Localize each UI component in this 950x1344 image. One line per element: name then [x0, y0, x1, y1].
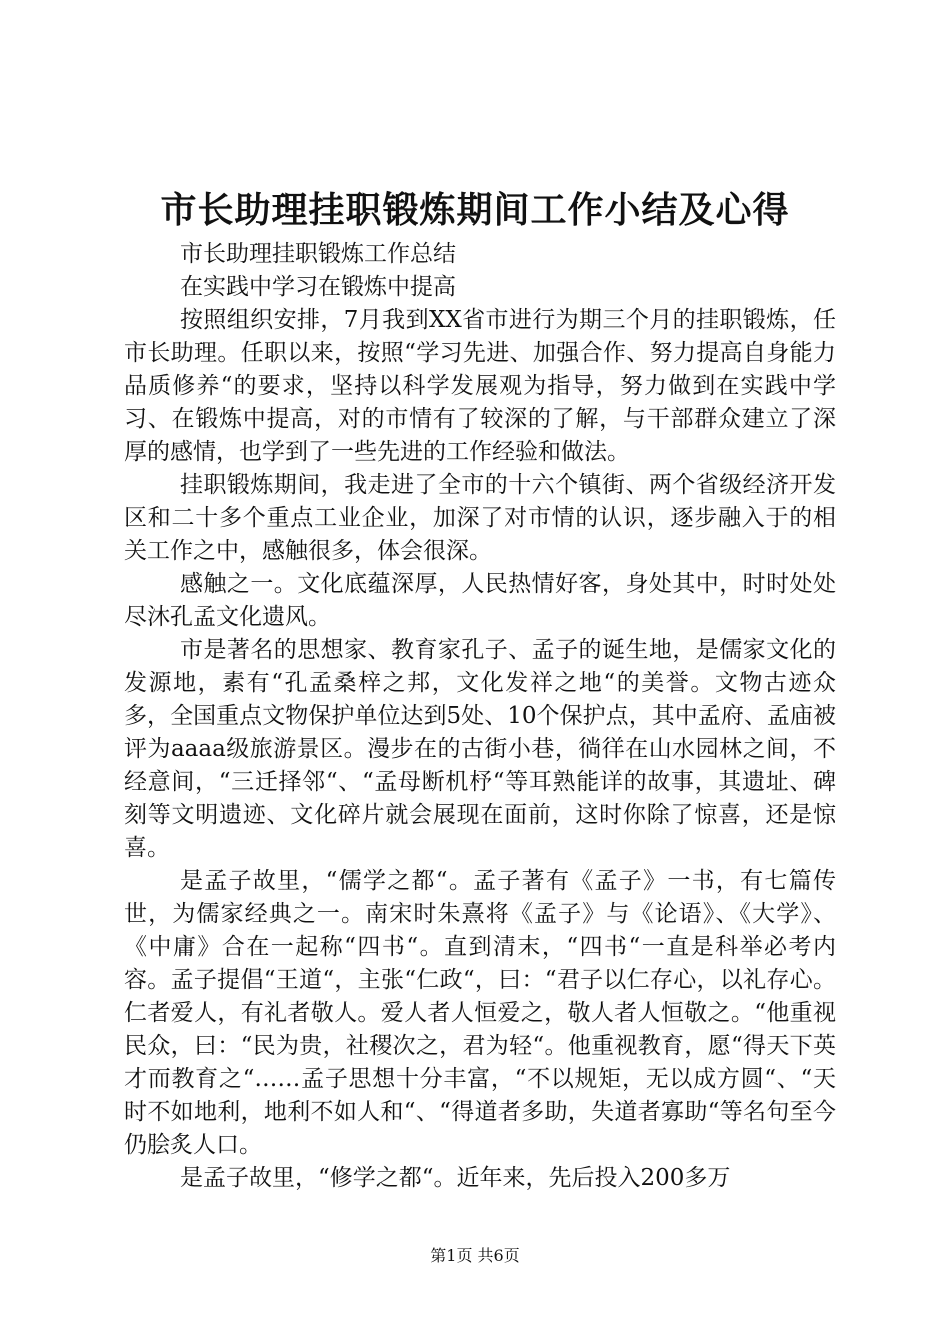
document-title: 市长助理挂职锻炼期间工作小结及心得 [160, 189, 790, 231]
body-paragraph: 是孟子故里，“儒学之都“。孟子著有《孟子》一书，有七篇传世，为儒家经典之一。南宋时朱熹将《孟子》与《论语》、《大学》、《中庸》合在一起称“四书“。直到清末，“四书“一直是科举必考内容。孟子提倡“王道“，主张“仁政“，曰：“君子以仁存心，以礼存心。仁者爱人，有礼者敬人。爱人者人恒爱之，敬人者人恒敬之。“他重视民众，曰：“民为贵，社稷次之，君为轻“。他重视教育，愿“得天下英才而教育之“……孟子思想十分丰富，“不以规矩，无以成方圆“、“天时不如地利，地利不如人和“、“得道者多助，失道者寡助“等名句至今仍脍炙人口。 [124, 868, 836, 1158]
body-paragraph: 感触之一。文化底蕴深厚，人民热情好客，身处其中，时时处处尽沐孔孟文化遗风。 [124, 571, 836, 630]
subtitle-line: 市长助理挂职锻炼工作总结 [180, 241, 456, 267]
body-paragraph: 挂职锻炼期间，我走进了全市的十六个镇街、两个省级经济开发区和二十多个重点工业企业，加深了对市情的认识，逐步融入于的相关工作之中，感触很多，体会很深。 [124, 472, 836, 564]
page-footer: 第1页 共6页 [430, 1246, 520, 1265]
subheading-line: 在实践中学习在锻炼中提高 [180, 274, 456, 300]
document-body [124, 238, 836, 1195]
body-paragraph: 按照组织安排，7月我到XX省市进行为期三个月的挂职锻炼，任市长助理。任职以来，按照“学习先进、加强合作、努力提高自身能力品质修养“的要求，坚持以科学发展观为指导，努力做到在实践中学习、在锻炼中提高，对的市情有了较深的了解，与干部群众建立了深厚的感情，也学到了一些先进的工作经验和做法。 [124, 307, 836, 465]
body-paragraph: 市是著名的思想家、教育家孔子、孟子的诞生地，是儒家文化的发源地，素有“孔孟桑梓之邦，文化发祥之地“的美誉。文物古迹众多，全国重点文物保护单位达到5处、10个保护点，其中孟府、孟庙被评为aaaa级旅游景区。漫步在的古街小巷，徜徉在山水园林之间，不经意间，“三迁择邻“、“孟母断机杼“等耳熟能详的故事，其遗址、碑刻等文明遗迹、文化碎片就会展现在面前，这时你除了惊喜，还是惊喜。 [124, 637, 836, 861]
body-paragraph: 是孟子故里，“修学之都“。近年来，先后投入200多万 [180, 1165, 731, 1191]
